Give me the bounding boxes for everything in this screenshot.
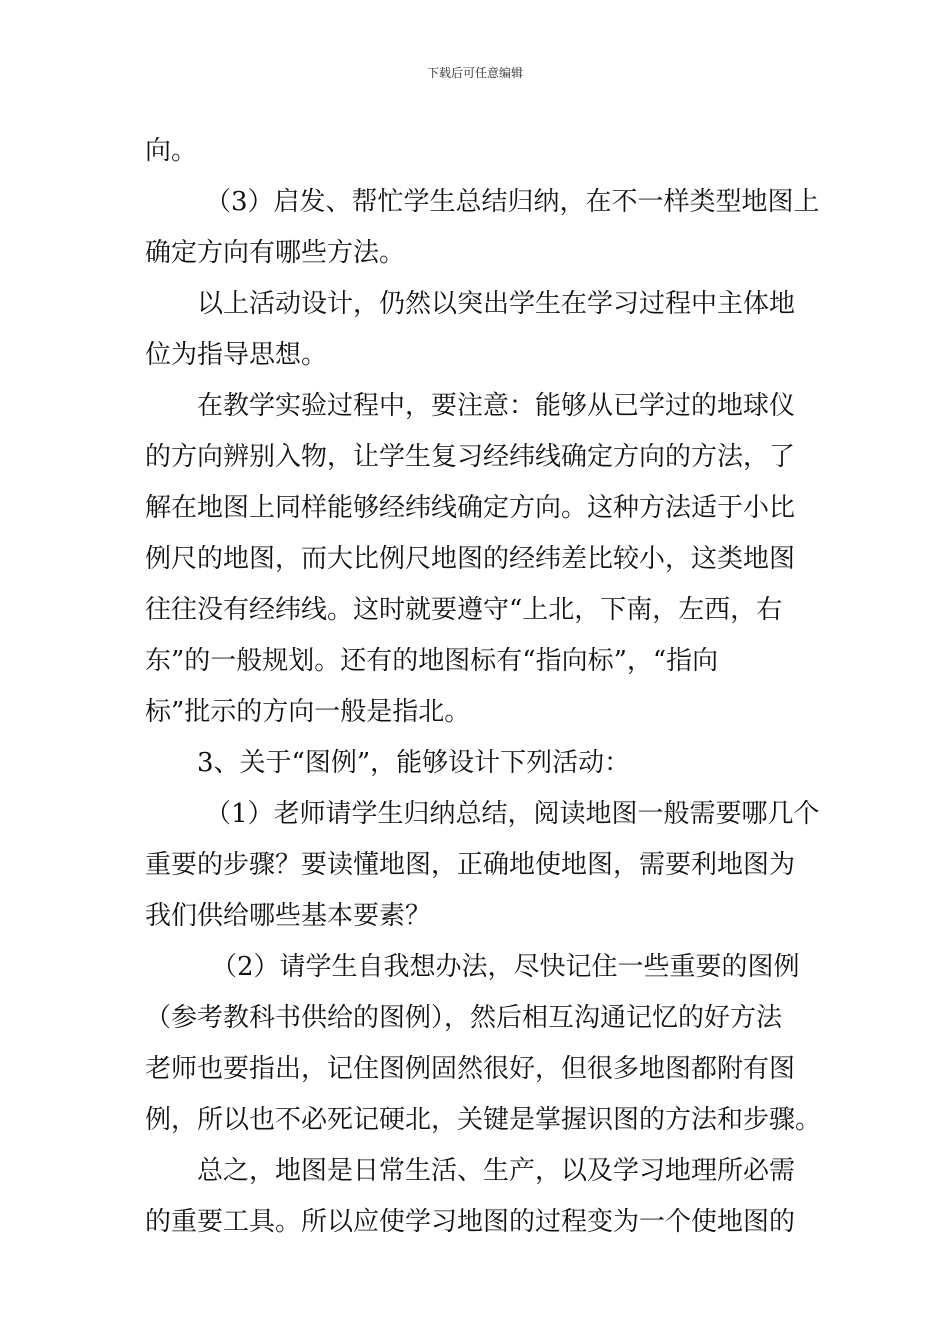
- document-body: [145, 126, 822, 1248]
- page-header: 下载后可任意编辑: [426, 66, 523, 80]
- text-line: 标”批示的方向一般是指北。: [145, 697, 471, 727]
- text-line: 老师也要指出，记住图例固然很好，但很多地图都附有图: [145, 1054, 796, 1084]
- text-line: 例尺的地图，而大比例尺地图的经纬差比较小，这类地图: [145, 544, 796, 574]
- text-line: （2）请学生自我想办法，尽快记住一些重要的图例: [211, 952, 800, 982]
- text-line: 向。: [145, 136, 198, 166]
- text-line: 确定方向有哪些方法。: [145, 238, 406, 268]
- text-line: 重要的步骤？要读懂地图，正确地使地图，需要利地图为: [145, 850, 796, 880]
- text-line: （参考教科书供给的图例），然后相互沟通记忆的好方法: [145, 1003, 783, 1033]
- text-line: （1）老师请学生归纳总结，阅读地图一般需要哪几个: [205, 799, 820, 829]
- text-line: 东”的一般规划。还有的地图标有“指向标”，“指向: [145, 646, 719, 676]
- text-line: 位为指导思想。: [145, 340, 328, 370]
- text-line: 在教学实验过程中，要注意：能够从已学过的地球仪: [197, 391, 796, 421]
- text-line: 往往没有经纬线。这时就要遵守“上北，下南，左西，右: [145, 595, 783, 625]
- text-line: 以上活动设计，仍然以突出学生在学习过程中主体地: [197, 289, 796, 319]
- text-line: 例，所以也不必死记硬北，关键是掌握识图的方法和步骤。: [145, 1105, 822, 1135]
- text-line: 的方向辨别入物，让学生复习经纬线确定方向的方法，了: [145, 442, 796, 472]
- text-line: 的重要工具。所以应使学习地图的过程变为一个使地图的: [145, 1207, 796, 1237]
- text-line: 解在地图上同样能够经纬线确定方向。这种方法适于小比: [145, 493, 796, 523]
- text-line: 3、关于“图例”，能够设计下列活动：: [197, 748, 631, 778]
- text-line: （3）启发、帮忙学生总结归纳，在不一样类型地图上: [205, 187, 820, 217]
- text-line: 我们供给哪些基本要素？: [145, 901, 432, 931]
- text-line: 总之，地图是日常生活、生产，以及学习地理所必需: [197, 1156, 796, 1186]
